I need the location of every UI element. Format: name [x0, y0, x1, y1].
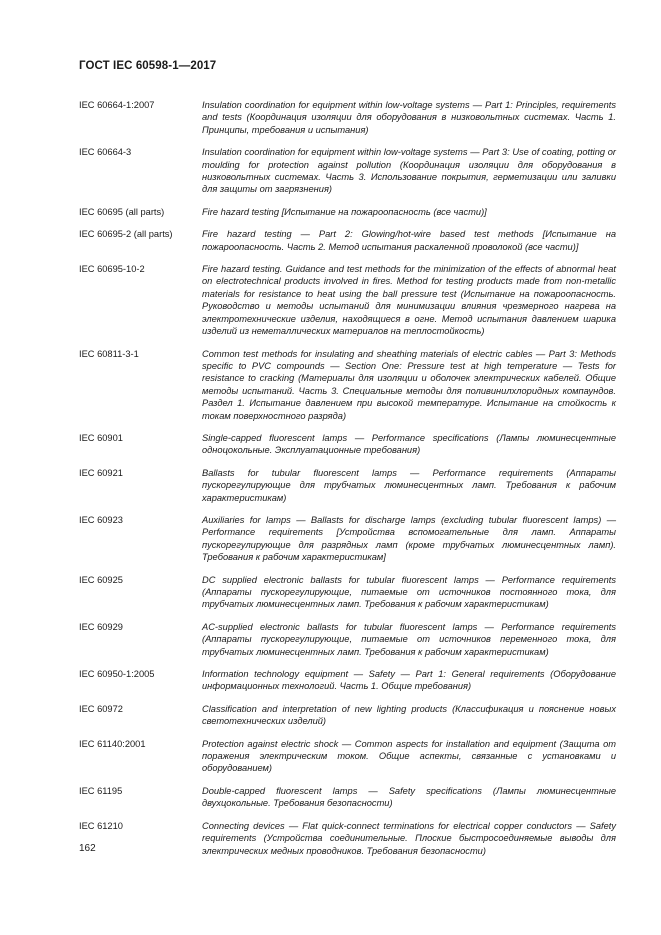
reference-code: IEC 60664-1:2007	[79, 100, 155, 110]
reference-row	[79, 432, 616, 457]
reference-code: IEC 60929	[79, 621, 123, 632]
reference-code: IEC 60811-3-1	[79, 348, 139, 359]
reference-title: Information technology equipment — Safety — Part 1: General requirements (Оборудование информационных технологий. Часть 1. Общие требования)	[202, 669, 616, 692]
reference-row	[79, 99, 616, 136]
reference-row	[79, 574, 616, 611]
reference-title: Insulation coordination for equipment within low-voltage systems — Part 1: Principles, requirements and tests (Координация изоляции для оборудования в низковольтных системах. Часть 1. Принципы, требования и испытания)	[202, 100, 616, 135]
reference-row	[79, 785, 616, 810]
reference-code: IEC 60695 (all parts)	[79, 206, 165, 217]
reference-title: Fire hazard testing. Guidance and test methods for the minimization of the effects of abnormal heat on electrotechnical products involved in fires. Method for testing products made from non-metallic materials for resistance to heat using the ball pressure test (Испытание на пожароопасность. Руководство и методы испытаний для минимизации влияния чрезмерного нагрева на электротехнические изделия, находящиеся в огне. Метод испытания давлением шарика изделий из неметаллических материалов на теплостойкость)	[202, 264, 616, 337]
reference-title: Fire hazard testing [Испытание на пожароопасность (все части)]	[202, 206, 487, 217]
reference-code: IEC 60921	[79, 467, 123, 478]
reference-title: Classification and interpretation of new lighting products (Классификация и пояснение новых светотехнических изделий)	[202, 703, 616, 727]
reference-title: Ballasts for tubular fluorescent lamps — Performance requirements (Аппараты пускорегулирующие для трубчатых люминесцентных ламп. Требования к рабочим характеристикам)	[202, 467, 616, 503]
page-header-standard: ГОСТ IEC 60598-1—2017	[79, 60, 217, 72]
reference-row	[79, 348, 616, 422]
reference-row	[79, 467, 616, 504]
reference-title: Connecting devices — Flat quick-connect terminations for electrical copper conductors — Safety requirements (Устройства соединительные. Плоские быстросоединяемые выводы для электрических медных проводников. Требования безопасности)	[202, 820, 616, 856]
reference-code: IEC 60972	[79, 703, 123, 714]
reference-row	[79, 146, 616, 196]
reference-row	[79, 668, 616, 693]
reference-row	[79, 206, 616, 218]
normative-references-list	[79, 99, 616, 867]
reference-code: IEC 60695-2 (all parts)	[79, 229, 173, 240]
reference-row	[79, 514, 616, 564]
reference-title: Insulation coordination for equipment within low-voltage systems — Part 3: Use of coating, potting or moulding for protection against pollution (Координация изоляции для оборудования в низковольтных системах. Часть 3. Использование покрытия, герметизации или заливки для защиты от загрязнения)	[202, 147, 616, 195]
reference-row	[79, 263, 616, 337]
reference-title: Single-capped fluorescent lamps — Performance specifications (Лампы люминесцентные одноцокольные. Эксплуатационные требования)	[202, 432, 616, 456]
reference-code: IEC 60923	[79, 514, 123, 525]
reference-code: IEC 60925	[79, 574, 123, 585]
reference-row	[79, 621, 616, 658]
page-number: 162	[79, 843, 96, 854]
reference-title: Auxiliaries for lamps — Ballasts for discharge lamps (excluding tubular fluorescent lamps) — Performance requirements [Устройства вспомогательные для ламп. Аппараты пускорегулирующие для разрядных ламп (кроме трубчатых люминесцентных ламп). Требования к рабочим характеристикам]	[202, 514, 616, 563]
reference-code: IEC 60901	[79, 432, 123, 443]
reference-title: Double-capped fluorescent lamps — Safety specifications (Лампы люминесцентные двухцокольные. Требования безопасности)	[202, 785, 616, 809]
reference-row	[79, 738, 616, 775]
reference-title: Common test methods for insulating and sheathing materials of electric cables — Part 3: Methods specific to PVC compounds — Section One: Pressure test at high temperature — Tests for resistance to cracking (Материалы для изоляции и оболочек электрических кабелей. Общие методы испытаний. Часть 3. Специальные методы для поливинилхлоридных компаундов. Раздел 1. Испытание давлением при высокой температуре. Испытание на стойкость к токам поверхностного разряда)	[202, 348, 616, 421]
reference-code: IEC 60664-3	[79, 147, 132, 158]
reference-row	[79, 228, 616, 253]
reference-title: DC supplied electronic ballasts for tubular fluorescent lamps — Performance requirements (Аппараты пускорегулирующие, питаемые от источников постоянного тока, для трубчатых люминесцентных ламп. Требования к рабочим характеристикам)	[202, 574, 616, 610]
reference-title: Fire hazard testing — Part 2: Glowing/hot-wire based test methods [Испытание на пожароопасность. Часть 2. Метод испытания раскаленной проволокой (все части)]	[202, 229, 616, 252]
reference-row	[79, 703, 616, 728]
reference-row	[79, 820, 616, 857]
reference-code: IEC 61210	[79, 820, 123, 831]
reference-code: IEC 61140:2001	[79, 738, 146, 749]
reference-code: IEC 60950-1:2005	[79, 669, 155, 680]
reference-title: Protection against electric shock — Common aspects for installation and equipment (Защита от поражения электрическим током. Общие аспекты, связанные с установками и оборудованием)	[202, 738, 616, 774]
reference-code: IEC 61195	[79, 785, 123, 796]
reference-code: IEC 60695-10-2	[79, 264, 145, 275]
reference-title: AC-supplied electronic ballasts for tubular fluorescent lamps — Performance requirements (Аппараты пускорегулирующие, питаемые от источников переменного тока, для трубчатых люминесцентных ламп. Требования к рабочим характеристикам)	[202, 621, 616, 657]
